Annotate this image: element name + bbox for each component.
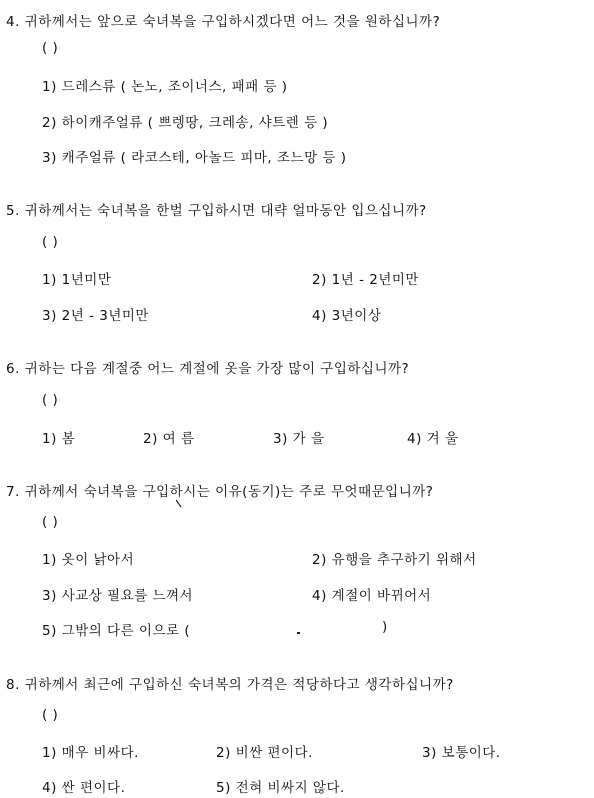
option[interactable]: 3) 캐주얼류 ( 라코스테, 아놀드 피마, 조느망 등 ) <box>42 150 347 166</box>
option[interactable]: 2) 유행을 추구하기 위해서 <box>312 552 477 568</box>
option[interactable]: 2) 여 름 <box>143 431 195 447</box>
option[interactable]: 3) 2년 - 3년미만 <box>42 308 149 324</box>
question-8 <box>6 673 454 693</box>
question-number: 7. <box>6 484 20 500</box>
option[interactable]: 2) 하이캐주얼류 ( 쁘렝땅, 크레송, 샤트렌 등 ) <box>42 115 329 131</box>
option[interactable]: 2) 비싼 편이다. <box>216 745 313 761</box>
option-close-paren: ) <box>382 619 388 635</box>
option[interactable]: 4) 계절이 바뀌어서 <box>312 588 432 604</box>
answer-blank[interactable]: ( ) <box>42 707 59 723</box>
option[interactable]: 1) 봄 <box>42 431 76 447</box>
option[interactable]: 3) 가 을 <box>273 431 325 447</box>
answer-blank[interactable]: ( ) <box>42 514 59 530</box>
question-number: 4. <box>6 14 20 30</box>
option[interactable]: 3) 보통이다. <box>422 745 501 761</box>
question-text: 귀하는 다음 계절중 어느 계절에 옷을 가장 많이 구입하십니까? <box>24 361 410 377</box>
option[interactable]: 3) 사교상 필요를 느껴서 <box>42 588 194 604</box>
question-5 <box>6 199 427 219</box>
option[interactable]: 5) 그밖의 다른 이으로 ( <box>42 623 191 639</box>
question-text: 귀하께서는 앞으로 숙녀복을 구입하시겠다면 어느 것을 원하십니까? <box>24 14 441 30</box>
question-text: 귀하께서는 숙녀복을 한벌 구입하시면 대략 얼마동안 입으십니까? <box>24 203 427 219</box>
question-6 <box>6 357 409 377</box>
question-text: 귀하께서 최근에 구입하신 숙녀복의 가격은 적당하다고 생각하십니까? <box>24 677 454 693</box>
option[interactable]: 1) 매우 비싸다. <box>42 745 139 761</box>
option[interactable]: 1) 드레스류 ( 논노, 조이너스, 패패 등 ) <box>42 79 288 95</box>
question-4 <box>6 10 440 30</box>
question-number: 8. <box>6 677 20 693</box>
option[interactable]: 4) 싼 편이다. <box>42 780 126 796</box>
stray-dot <box>297 632 300 634</box>
option[interactable]: 2) 1년 - 2년미만 <box>312 272 419 288</box>
question-number: 6. <box>6 361 20 377</box>
answer-blank[interactable]: ( ) <box>42 40 59 56</box>
stray-pen-mark <box>176 500 182 508</box>
option[interactable]: 1) 1년미만 <box>42 272 112 288</box>
question-7 <box>6 480 433 500</box>
question-number: 5. <box>6 203 20 219</box>
option[interactable]: 1) 옷이 낡아서 <box>42 552 135 568</box>
question-text: 귀하께서 숙녀복을 구입하시는 이유(동기)는 주로 무엇때문입니까? <box>24 484 434 500</box>
answer-blank[interactable]: ( ) <box>42 392 59 408</box>
answer-blank[interactable]: ( ) <box>42 234 59 250</box>
option[interactable]: 4) 3년이상 <box>312 308 382 324</box>
option[interactable]: 4) 겨 울 <box>407 431 459 447</box>
option[interactable]: 5) 전혀 비싸지 않다. <box>216 780 345 796</box>
